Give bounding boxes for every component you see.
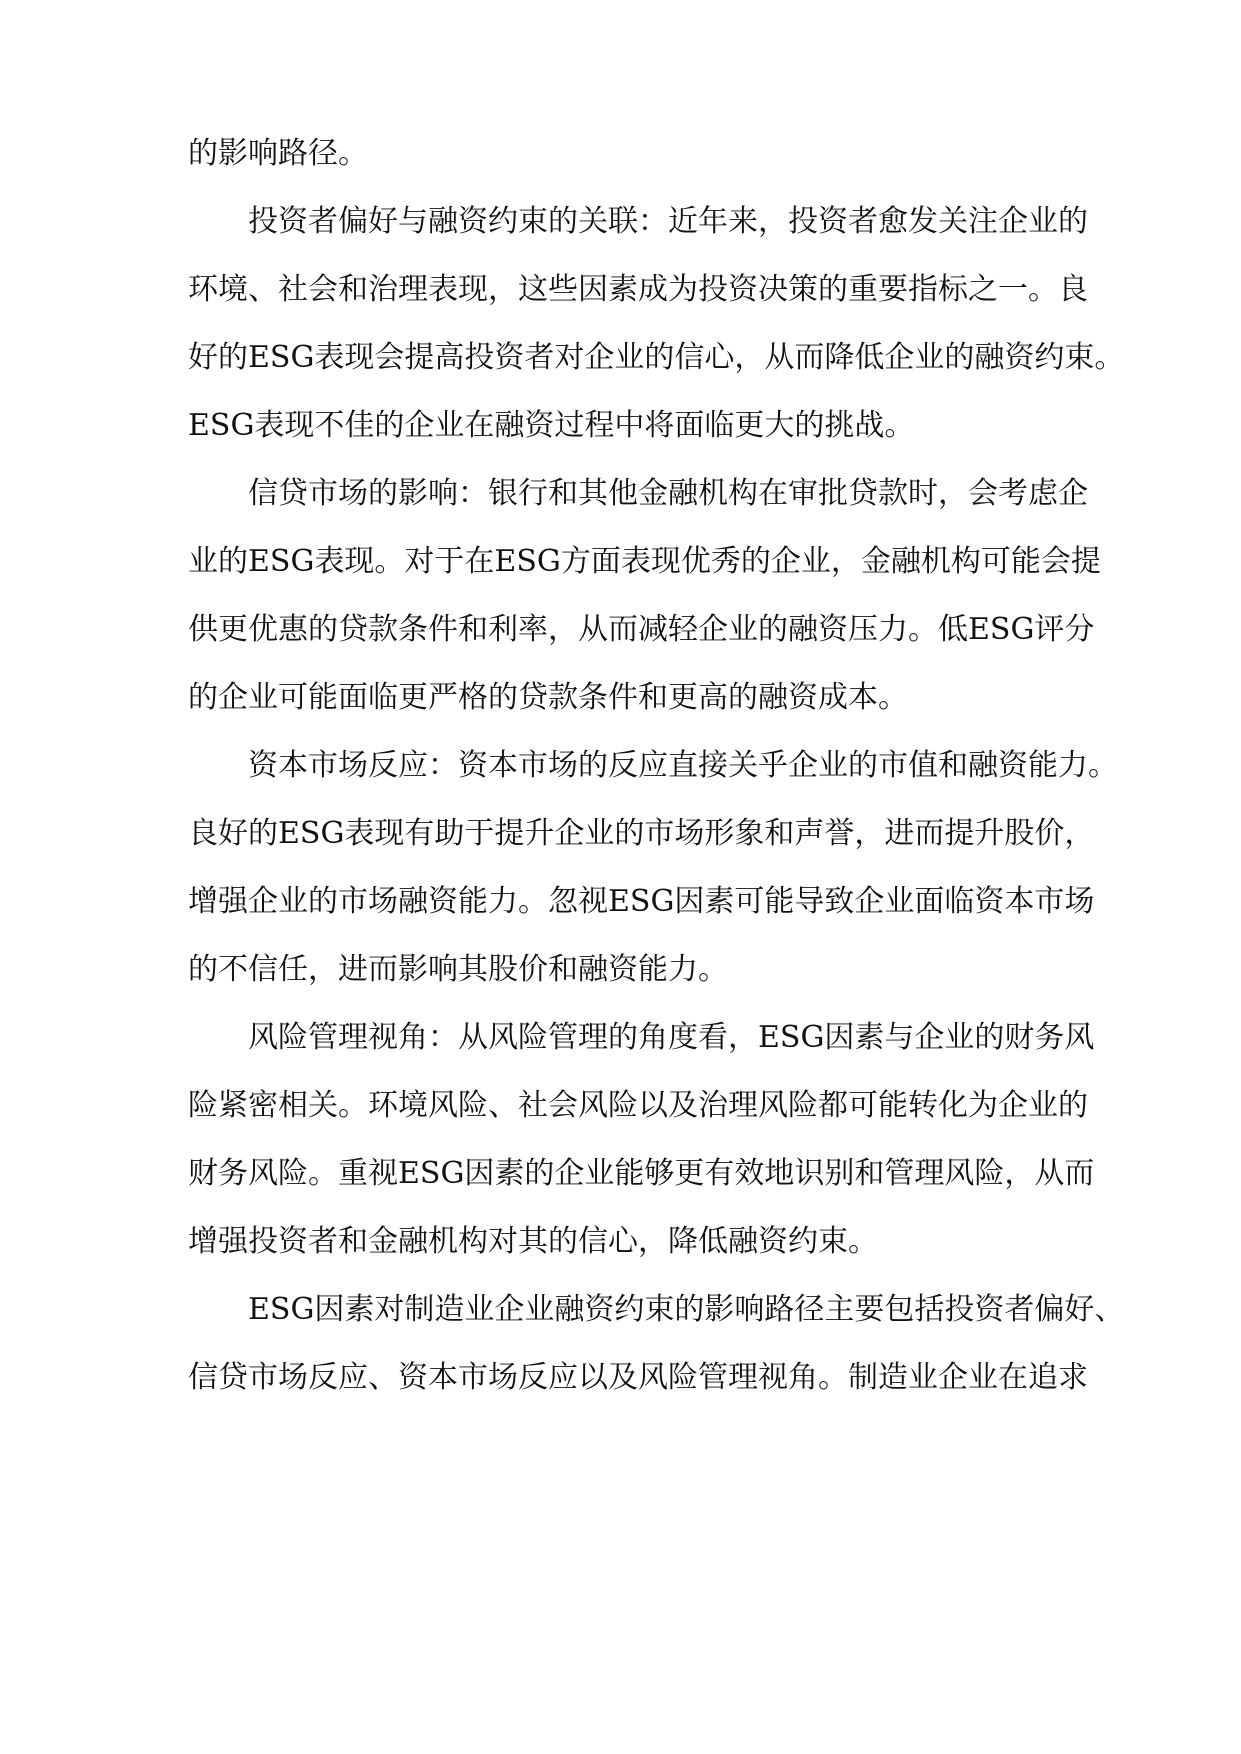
text-line: 好的ESG表现会提高投资者对企业的信心，从而降低企业的融资约束。 (188, 340, 1125, 375)
text-line: 增强企业的市场融资能力。忽视ESG因素可能导致企业面临资本市场 (188, 884, 1095, 919)
text-line: ESG表现不佳的企业在融资过程中将面临更大的挑战。 (188, 408, 915, 443)
paragraph-first-line: 投资者偏好与融资约束的关联：近年来，投资者愈发关注企业的 (248, 204, 1088, 239)
text-line: 信贷市场反应、资本市场反应以及风险管理视角。制造业企业在追求 (188, 1360, 1088, 1395)
paragraph-first-line: ESG因素对制造业企业融资约束的影响路径主要包括投资者偏好、 (248, 1292, 1125, 1327)
text-line: 环境、社会和治理表现，这些因素成为投资决策的重要指标之一。良 (188, 272, 1088, 307)
text-line: 增强投资者和金融机构对其的信心，降低融资约束。 (188, 1224, 878, 1259)
text-line: 的影响路径。 (188, 136, 368, 171)
text-line: 险紧密相关。环境风险、社会风险以及治理风险都可能转化为企业的 (188, 1088, 1088, 1123)
text-line: 业的ESG表现。对于在ESG方面表现优秀的企业，金融机构可能会提 (188, 544, 1101, 579)
paragraph-first-line: 风险管理视角：从风险管理的角度看，ESG因素与企业的财务风 (248, 1020, 1095, 1055)
text-line: 的企业可能面临更严格的贷款条件和更高的融资成本。 (188, 680, 908, 715)
text-line: 财务风险。重视ESG因素的企业能够更有效地识别和管理风险，从而 (188, 1156, 1095, 1191)
text-line: 的不信任，进而影响其股价和融资能力。 (188, 952, 728, 987)
text-line: 供更优惠的贷款条件和利率，从而减轻企业的融资压力。低ESG评分 (188, 612, 1095, 647)
paragraph-first-line: 资本市场反应：资本市场的反应直接关乎企业的市值和融资能力。 (248, 748, 1118, 783)
text-line: 良好的ESG表现有助于提升企业的市场形象和声誉，进而提升股价， (188, 816, 1095, 851)
paragraph-first-line: 信贷市场的影响：银行和其他金融机构在审批贷款时，会考虑企 (248, 476, 1088, 511)
